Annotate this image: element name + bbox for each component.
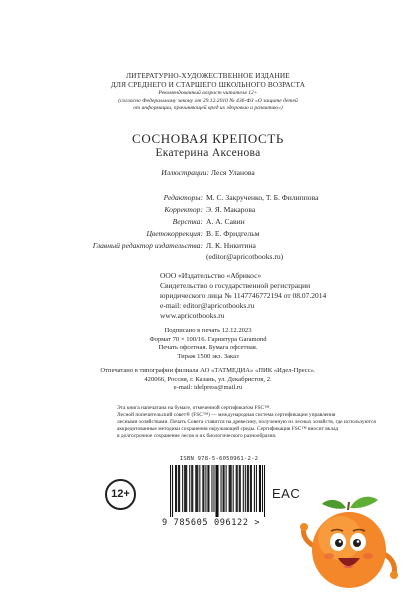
arm-right [384, 554, 395, 574]
registration-line: Свидетельство о государственной регистрации [160, 281, 311, 290]
edition-type-line: ЛИТЕРАТУРНО-ХУДОЖЕСТВЕННОЕ ИЗДАНИЕ [126, 71, 290, 80]
leaf-right [350, 497, 378, 508]
isbn-label: ISBN 978-5-6050961-2-2 [179, 456, 259, 462]
book-title: СОСНОВАЯ КРЕПОСТЬ [132, 131, 284, 146]
pupil-left [335, 539, 343, 547]
fsc-line-1: Эта книга напечатана на бумаге, отмеченной сертификатом FSC™. [117, 405, 271, 411]
layout-name: А. А. Савин [206, 217, 245, 226]
law-note-line-2: от информации, причиняющей вред их здоровью и развитию») [133, 105, 283, 111]
fsc-line-2: Лесной попечительский совет® (FSC™) — международная система сертификации управления [117, 412, 336, 418]
pupil-right [353, 539, 361, 547]
hand-left [300, 523, 308, 531]
corrector-label: Корректор: [164, 205, 203, 214]
printer-email: e-mail: idelpress@mail.ru [173, 384, 243, 391]
editors-label: Редакторы: [163, 193, 203, 202]
layout-label: Верстка: [172, 217, 203, 226]
isbn-digits: 9 785605 096122 > [162, 518, 261, 528]
print-method: Печать офсетная. Бумага офсетная. [158, 344, 258, 351]
illustrations-label: Иллюстрации: [161, 168, 209, 177]
audience-line: ДЛЯ СРЕДНЕГО И СТАРШЕГО ШКОЛЬНОГО ВОЗРАСТА [110, 80, 306, 89]
chief-editor-label: Главный редактор издательства: [92, 241, 203, 250]
publisher-name: ООО «Издательство «Абрикос» [160, 271, 262, 280]
apricot-mascot-image [300, 494, 400, 593]
age-rating-badge: 12+ [105, 479, 136, 510]
fsc-line-3: лесными хозяйствами. Печать Совета ставится на древесину, полученную из лесных хозяйств, где используются [117, 419, 376, 425]
publisher-email: e-mail: editor@apricotbooks.ru [160, 301, 255, 310]
fsc-line-4: аккредитованные методики сохранения окружающей среды. Сертификация FSC™ вносит вклад [117, 426, 339, 432]
publisher-website: www.apricotbooks.ru [160, 311, 225, 320]
law-note-line-1: (согласно Федеральному закону от 29.12.2010 № 436-ФЗ «О защите детей [118, 97, 298, 104]
illustrations-credit [0, 168, 416, 178]
printer-line-1: Отпечатано в типографии филиала АО «ТАТМЕДИА» «ПИК «Идел-Пресс». [100, 367, 316, 374]
leaf-left [322, 500, 346, 509]
print-format: Формат 70 × 100/16. Гарнитура Garamond [149, 335, 267, 343]
illustrations-name: Леся Уланова [210, 168, 255, 177]
age-recommendation: Рекомендованный возраст читателя 12+ [158, 90, 258, 96]
color-correction-name: В. Е. Фридгельм [206, 229, 260, 238]
stem [348, 502, 349, 510]
print-run: Тираж 1500 экз. Заказ [177, 352, 239, 360]
editors-names: М. С. Закрученко, Т. Б. Филиппова [206, 193, 319, 202]
registration-number: юридического лица № 1147746772194 от 08.07.2014 [160, 291, 327, 300]
print-date: Подписано в печать 12.12.2023 [164, 327, 252, 334]
color-correction-label: Цветокоррекция: [146, 229, 203, 238]
isbn-barcode [170, 465, 266, 517]
printer-address: 420066, Россия, г. Казань, ул. Декабристов, 2. [144, 375, 272, 383]
fsc-line-5: в долгосрочное сохранение лесов и их биологического разнообразия. [117, 433, 277, 439]
hand-right [390, 571, 398, 579]
chief-editor-name: Л. К. Никитина [206, 241, 256, 250]
corrector-name: Э. Я. Макарова [206, 205, 256, 214]
eac-mark: EAC [272, 486, 301, 501]
book-author: Екатерина Аксенова [155, 147, 261, 159]
chief-editor-email: (editor@apricotbooks.ru) [206, 252, 284, 261]
